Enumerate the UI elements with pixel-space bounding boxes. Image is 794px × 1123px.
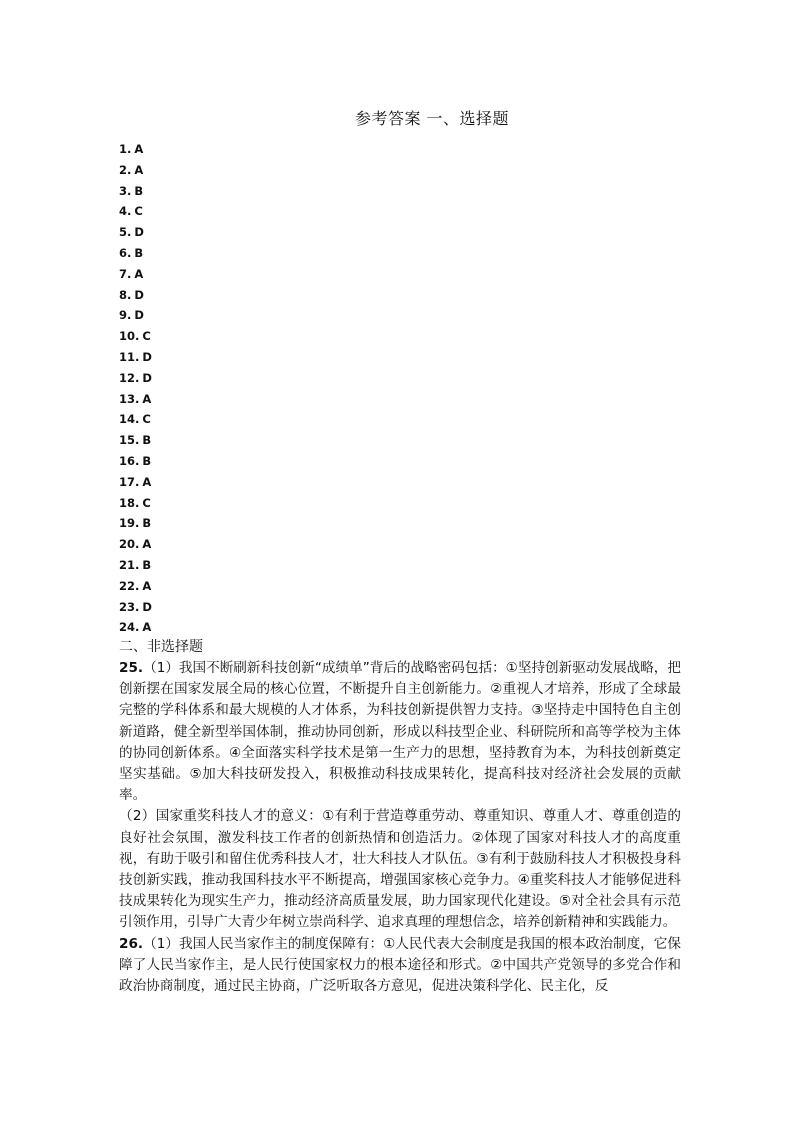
answer-letter: D xyxy=(134,308,144,323)
question-number: 18. xyxy=(119,495,140,510)
question-number: 22. xyxy=(119,578,140,593)
section-heading-non-choice: 二、非选择题 xyxy=(119,639,203,655)
answer-letter: B xyxy=(142,557,152,572)
answer-item xyxy=(119,285,152,306)
q25-part2-paragraph xyxy=(119,806,681,933)
answer-letter: C xyxy=(142,495,151,510)
answer-letter: D xyxy=(134,225,144,240)
answer-letter: D xyxy=(142,599,152,614)
answer-letter: A xyxy=(142,620,152,635)
q25-part1-text: （1）我国不断刷新科技创新“成绩单”背后的战略密码包括：①坚持创新驱动发展战略，把创新摆在国家发展全局的核心位置，不断提升自主创新能力。②重视人才培养，形成了全球最完整的学科体系和最大规模的人才体系，为科技创新提供智力支持。③坚持走中国特色自主创新道路，健全新型举国体制，推动协同创新，形成以科技型企业、科研院所和高等学校为主体的协同创新体系。④全面落实科学技术是第一生产力的思想，坚持教育为本，为科技创新奠定坚实基础。⑤加大科技研发投入，积极推动科技成果转化，提高科技对经济社会发展的贡献率。 xyxy=(119,660,681,804)
question-number: 3. xyxy=(119,183,132,198)
question-number: 12. xyxy=(119,370,140,385)
answer-item xyxy=(119,181,152,202)
answer-letter: C xyxy=(142,329,151,344)
answer-body xyxy=(119,658,681,997)
q25-part1-paragraph xyxy=(119,658,681,806)
question-number: 10. xyxy=(119,329,140,344)
answer-item xyxy=(119,368,152,389)
answer-letter: B xyxy=(142,453,152,468)
question-number: 13. xyxy=(119,391,140,406)
answer-letter: C xyxy=(134,204,143,219)
answer-letter: B xyxy=(134,183,144,198)
answer-item xyxy=(119,243,152,264)
question-number: 16. xyxy=(119,453,140,468)
question-number: 1. xyxy=(119,142,132,156)
question-number: 7. xyxy=(119,266,132,281)
answer-letter: D xyxy=(142,370,152,385)
q26-part1-paragraph xyxy=(119,934,681,998)
answer-letter: D xyxy=(134,287,144,302)
question-number: 17. xyxy=(119,474,140,489)
answer-item xyxy=(119,534,152,555)
answer-item xyxy=(119,139,152,160)
answer-item xyxy=(119,389,152,410)
answer-letter: A xyxy=(134,162,144,177)
q26-number: 26. xyxy=(119,935,144,952)
answer-letter: B xyxy=(134,245,144,260)
answer-letter: B xyxy=(142,433,152,448)
answer-item xyxy=(119,472,152,493)
answer-item xyxy=(119,576,152,597)
answer-item xyxy=(119,555,152,576)
answer-letter: A xyxy=(142,578,152,593)
answer-letter: A xyxy=(142,537,152,552)
answer-letter: D xyxy=(142,349,152,364)
question-number: 2. xyxy=(119,162,132,177)
question-number: 9. xyxy=(119,308,132,323)
answer-item xyxy=(119,597,152,618)
answer-item xyxy=(119,513,152,534)
answer-item xyxy=(119,617,152,638)
question-number: 4. xyxy=(119,204,132,219)
answer-item xyxy=(119,264,152,285)
page-title: 参考答案 一、选择题 xyxy=(354,109,510,128)
answer-list xyxy=(119,139,152,638)
answer-item xyxy=(119,201,152,222)
q26-part1-text: （1）我国人民当家作主的制度保障有：①人民代表大会制度是我国的根本政治制度，它保障了人民当家作主，是人民行使国家权力的根本途径和形式。②中国共产党领导的多党合作和政治协商制度，通过民主协商，广泛听取各方意见，促进决策科学化、民主化，反 xyxy=(119,935,681,995)
question-number: 24. xyxy=(119,620,140,635)
answer-item xyxy=(119,160,152,181)
answer-letter: A xyxy=(134,266,144,281)
question-number: 11. xyxy=(119,349,140,364)
answer-item xyxy=(119,347,152,368)
answer-item xyxy=(119,305,152,326)
question-number: 8. xyxy=(119,287,132,302)
question-number: 5. xyxy=(119,225,132,240)
answer-letter: B xyxy=(142,516,152,531)
answer-item xyxy=(119,430,152,451)
question-number: 20. xyxy=(119,537,140,552)
answer-letter: A xyxy=(142,391,152,406)
question-number: 15. xyxy=(119,433,140,448)
q25-part2-text: （2）国家重奖科技人才的意义：①有利于营造尊重劳动、尊重知识、尊重人才、尊重创造的良好社会氛围，激发科技工作者的创新热情和创造活力。②体现了国家对科技人才的高度重视，有助于吸引和留住优秀科技人才，壮大科技人才队伍。③有利于鼓励科技人才积极投身科技创新实践，推动我国科技水平不断提高，增强国家核心竞争力。④重奖科技人才能够促进科技成果转化为现实生产力，推动经济高质量发展，助力国家现代化建设。⑤对全社会具有示范引领作用，引导广大青少年树立崇尚科学、追求真理的理想信念，培养创新精神和实践能力。 xyxy=(119,808,681,931)
answer-letter: A xyxy=(134,142,144,156)
answer-item xyxy=(119,409,152,430)
question-number: 14. xyxy=(119,412,140,427)
question-number: 21. xyxy=(119,557,140,572)
question-number: 19. xyxy=(119,516,140,531)
answer-letter: C xyxy=(142,412,151,427)
answer-item xyxy=(119,326,152,347)
answer-item xyxy=(119,222,152,243)
question-number: 6. xyxy=(119,245,132,260)
answer-letter: A xyxy=(142,474,152,489)
question-number: 23. xyxy=(119,599,140,614)
answer-item xyxy=(119,451,152,472)
answer-item xyxy=(119,493,152,514)
q25-number: 25. xyxy=(119,660,144,676)
